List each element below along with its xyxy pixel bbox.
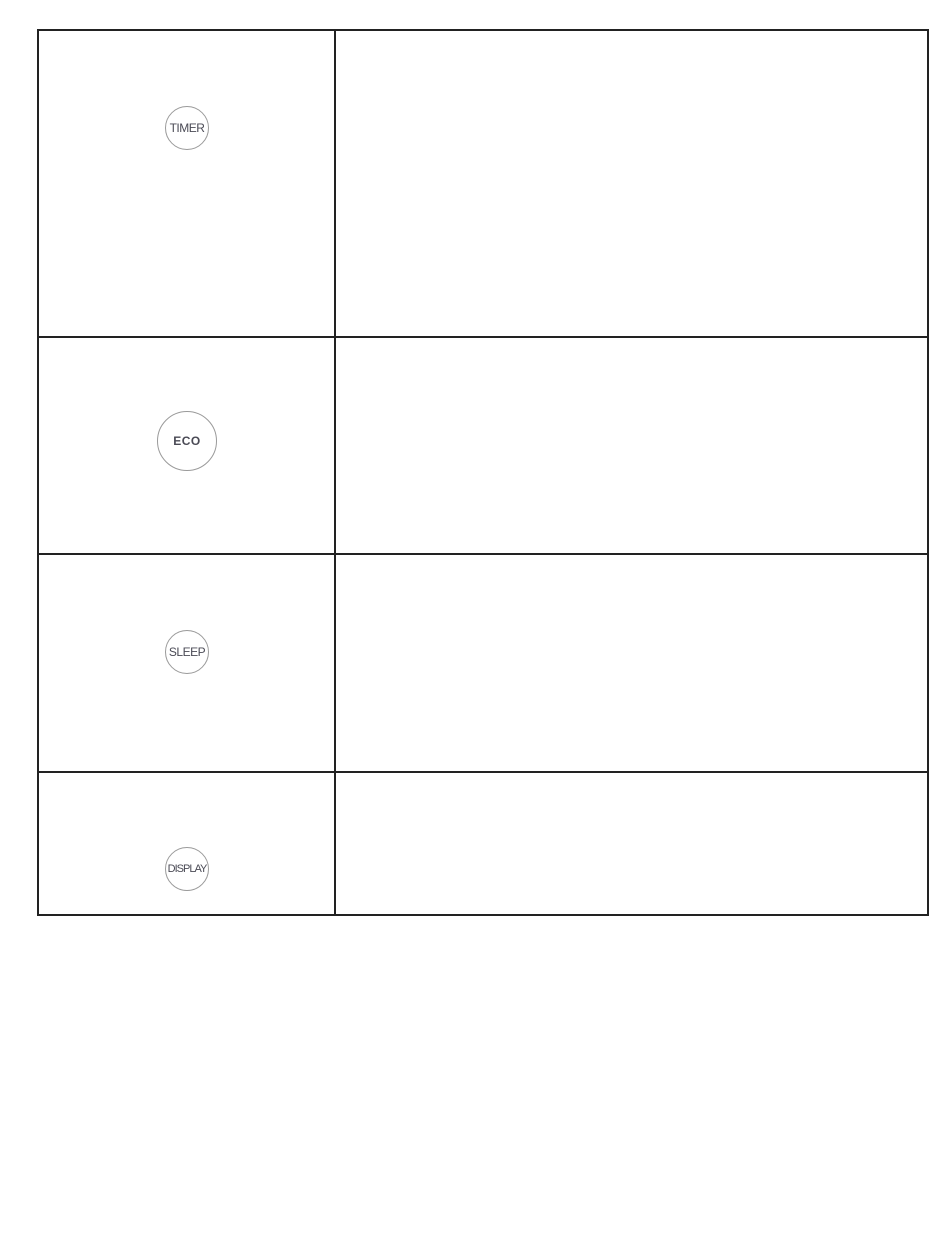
button-function-table xyxy=(37,29,929,916)
description-cell-eco xyxy=(336,338,927,553)
button-cell-display xyxy=(39,773,336,914)
timer-button[interactable]: TIMER xyxy=(165,106,209,150)
button-cell-timer xyxy=(39,31,336,336)
sleep-button[interactable]: SLEEP xyxy=(165,630,209,674)
table-row-display xyxy=(39,771,927,914)
description-cell-timer xyxy=(336,31,927,336)
button-cell-eco xyxy=(39,338,336,553)
table-row-eco xyxy=(39,336,927,553)
eco-button[interactable]: ECO xyxy=(157,411,217,471)
description-cell-display xyxy=(336,773,927,914)
table-row-timer xyxy=(39,31,927,336)
button-cell-sleep xyxy=(39,555,336,771)
description-cell-sleep xyxy=(336,555,927,771)
table-row-sleep xyxy=(39,553,927,771)
display-button[interactable]: DISPLAY xyxy=(165,847,209,891)
